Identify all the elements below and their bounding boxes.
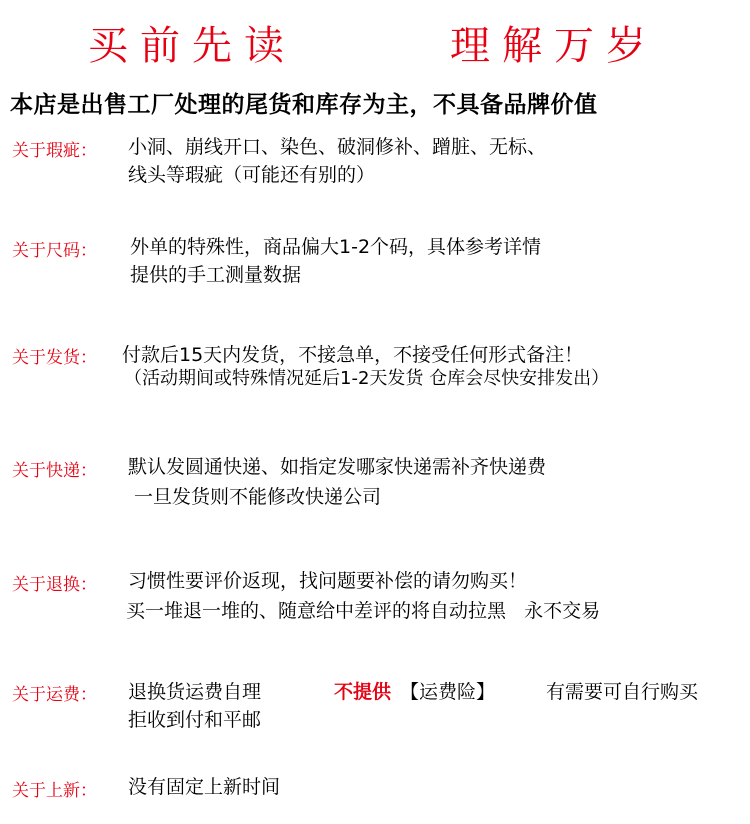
header-left-title: 买前先读 bbox=[88, 23, 296, 69]
section-label-shipping: 关于发货： bbox=[12, 348, 97, 368]
new-arrivals-line-1: 没有固定上新时间 bbox=[128, 776, 281, 798]
section-label-courier: 关于快递： bbox=[12, 461, 97, 481]
returns-line-1: 习惯性要评价返现，找问题要补偿的请勿购买！ bbox=[128, 570, 528, 592]
courier-line-2: 一旦发货则不能修改快递公司 bbox=[134, 486, 382, 508]
section-label-freight: 关于运费： bbox=[12, 685, 97, 705]
freight-line-2: 拒收到付和平邮 bbox=[128, 709, 262, 731]
defects-line-1: 小洞、崩线开口、染色、破洞修补、蹭脏、无标、 bbox=[128, 136, 547, 158]
freight-insurance-label: 【运费险】 bbox=[400, 681, 496, 703]
shipping-line-2: （活动期间或特殊情况延后1-2天发货 仓库会尽快安排发出） bbox=[124, 368, 610, 389]
size-line-2: 提供的手工测量数据 bbox=[130, 264, 302, 286]
freight-no-insurance: 不提供 bbox=[334, 681, 392, 703]
section-label-size: 关于尺码： bbox=[12, 241, 97, 261]
defects-line-2: 线头等瑕疵（可能还有别的） bbox=[128, 164, 376, 186]
section-label-returns: 关于退换： bbox=[12, 575, 97, 595]
section-label-defects: 关于瑕疵： bbox=[12, 141, 97, 161]
section-label-new-arrivals: 关于上新： bbox=[12, 781, 97, 801]
store-statement: 本店是出售工厂处理的尾货和库存为主，不具备品牌价值 bbox=[10, 92, 598, 118]
header-right-title: 理解万岁 bbox=[450, 23, 658, 69]
freight-line-1d: 有需要可自行购买 bbox=[546, 681, 699, 703]
size-line-1: 外单的特殊性，商品偏大1-2个码，具体参考详情 bbox=[130, 236, 542, 258]
freight-line-1a: 退换货运费自理 bbox=[128, 681, 262, 703]
shipping-line-1: 付款后15天内发货，不接急单，不接受任何形式备注！ bbox=[122, 344, 584, 366]
returns-line-2: 买一堆退一堆的、随意给中差评的将自动拉黑 永不交易 bbox=[126, 600, 601, 622]
courier-line-1: 默认发圆通快递、如指定发哪家快递需补齐快递费 bbox=[128, 456, 547, 478]
